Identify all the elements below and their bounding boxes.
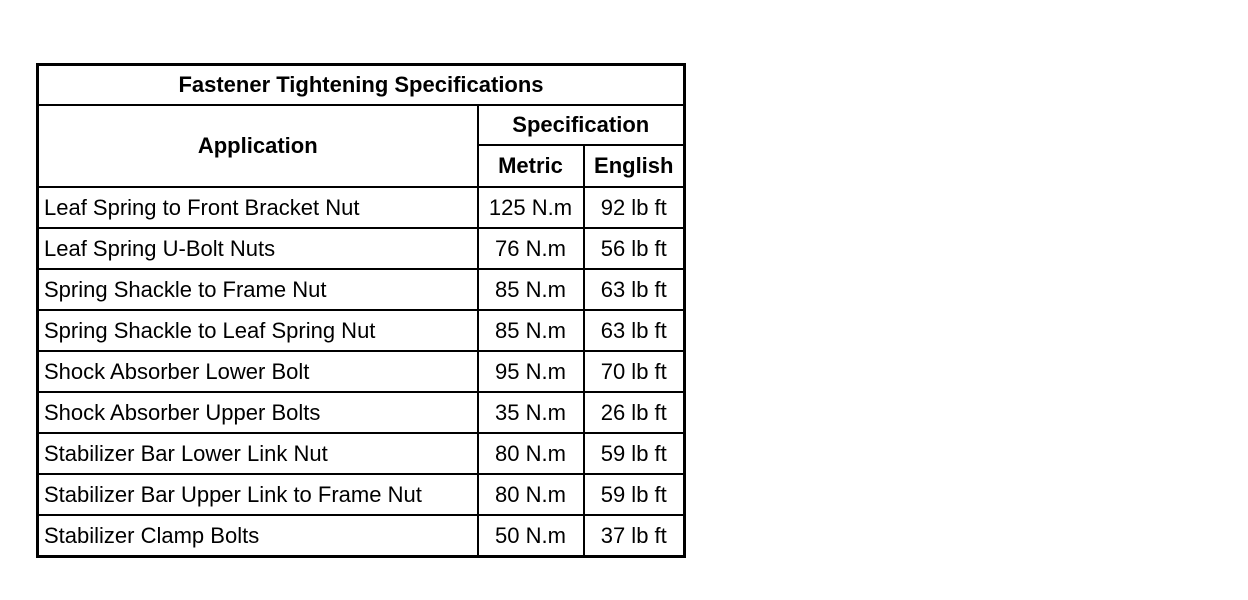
application-cell: Leaf Spring to Front Bracket Nut xyxy=(38,187,478,228)
english-cell: 56 lb ft xyxy=(584,228,685,269)
application-cell: Shock Absorber Upper Bolts xyxy=(38,392,478,433)
metric-cell: 80 N.m xyxy=(478,474,584,515)
table-row xyxy=(38,228,685,269)
metric-cell: 35 N.m xyxy=(478,392,584,433)
metric-cell: 125 N.m xyxy=(478,187,584,228)
table-row xyxy=(38,310,685,351)
application-cell: Stabilizer Bar Upper Link to Frame Nut xyxy=(38,474,478,515)
table-row xyxy=(38,187,685,228)
english-cell: 59 lb ft xyxy=(584,474,685,515)
table-row xyxy=(38,351,685,392)
metric-cell: 76 N.m xyxy=(478,228,584,269)
metric-cell: 85 N.m xyxy=(478,310,584,351)
english-cell: 92 lb ft xyxy=(584,187,685,228)
application-cell: Leaf Spring U-Bolt Nuts xyxy=(38,228,478,269)
english-cell: 37 lb ft xyxy=(584,515,685,557)
fastener-spec-table xyxy=(36,63,686,558)
english-cell: 26 lb ft xyxy=(584,392,685,433)
application-cell: Spring Shackle to Frame Nut xyxy=(38,269,478,310)
metric-header: Metric xyxy=(478,145,584,187)
table-title: Fastener Tightening Specifications xyxy=(38,65,685,106)
table-row xyxy=(38,515,685,557)
application-cell: Stabilizer Bar Lower Link Nut xyxy=(38,433,478,474)
metric-cell: 80 N.m xyxy=(478,433,584,474)
metric-cell: 95 N.m xyxy=(478,351,584,392)
application-cell: Stabilizer Clamp Bolts xyxy=(38,515,478,557)
application-cell: Spring Shackle to Leaf Spring Nut xyxy=(38,310,478,351)
metric-cell: 50 N.m xyxy=(478,515,584,557)
table-row xyxy=(38,474,685,515)
english-cell: 70 lb ft xyxy=(584,351,685,392)
specification-header: Specification xyxy=(478,105,685,145)
table-row xyxy=(38,392,685,433)
english-cell: 59 lb ft xyxy=(584,433,685,474)
english-cell: 63 lb ft xyxy=(584,269,685,310)
metric-cell: 85 N.m xyxy=(478,269,584,310)
table-row xyxy=(38,269,685,310)
application-header: Application xyxy=(38,105,478,187)
application-cell: Shock Absorber Lower Bolt xyxy=(38,351,478,392)
english-header: English xyxy=(584,145,685,187)
table-row xyxy=(38,433,685,474)
english-cell: 63 lb ft xyxy=(584,310,685,351)
